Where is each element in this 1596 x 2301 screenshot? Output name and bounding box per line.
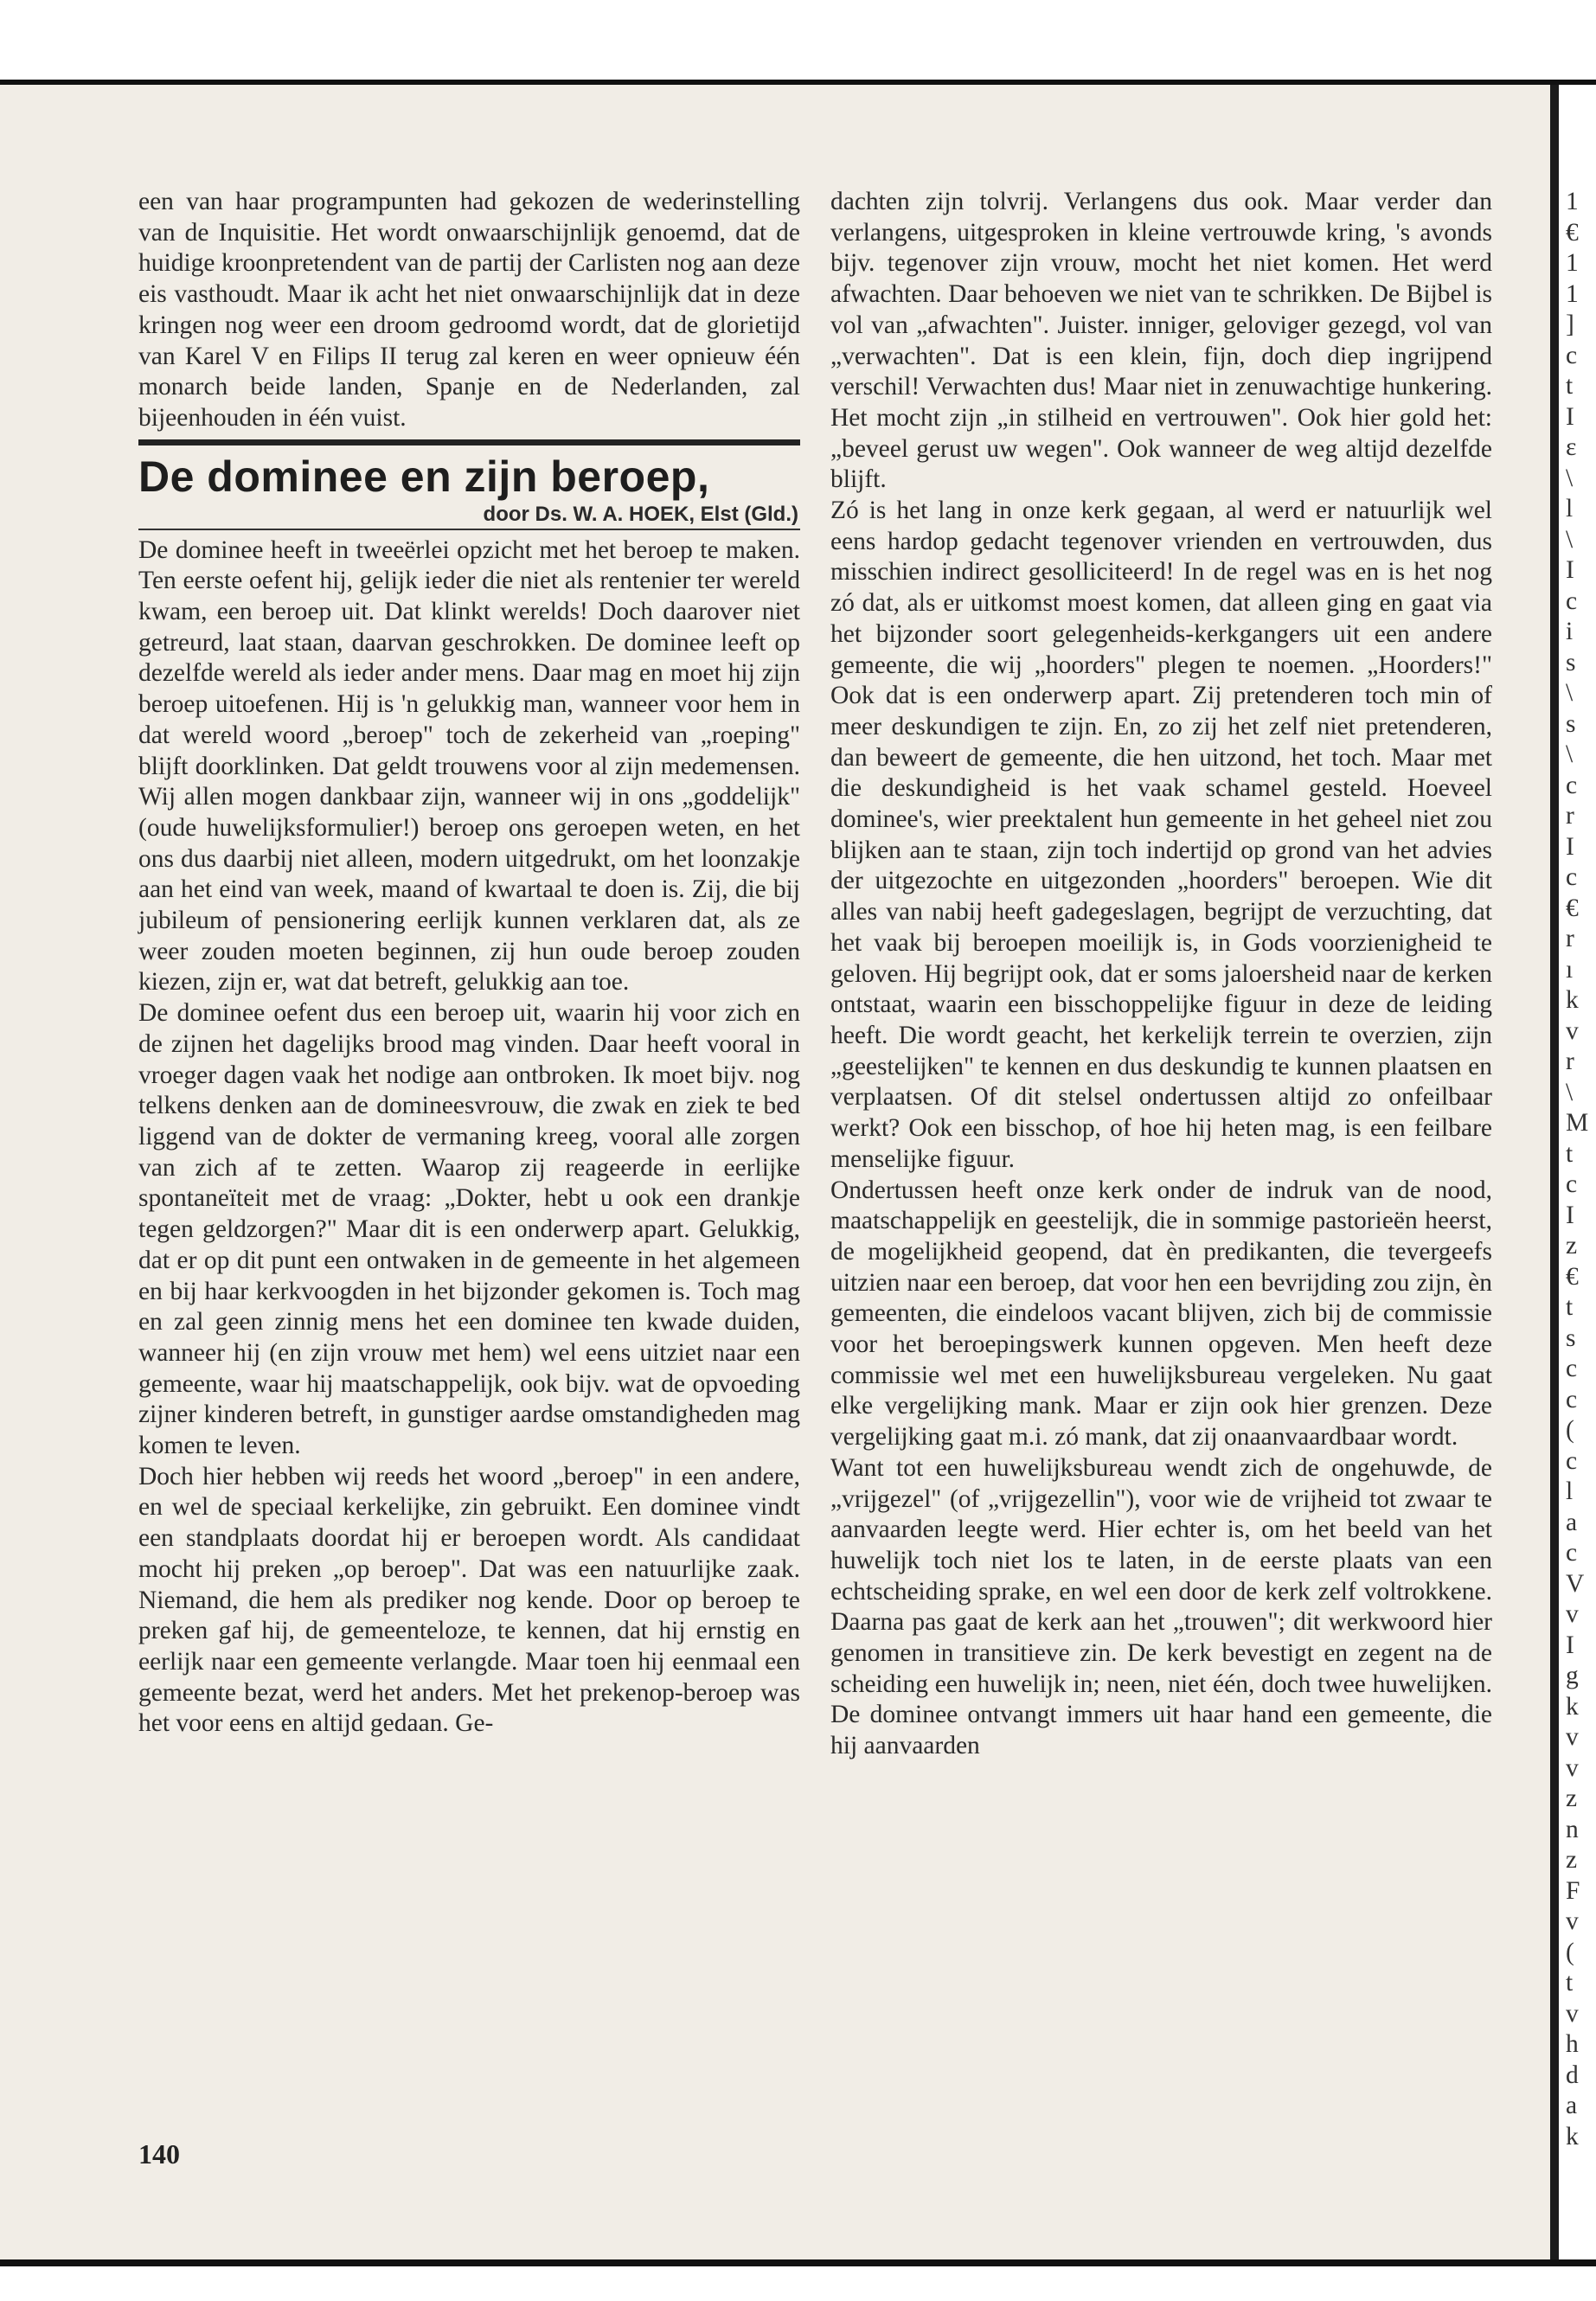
margin-char: l [1566, 1477, 1574, 1505]
scan-top-margin [0, 0, 1596, 80]
margin-char: k [1566, 1692, 1579, 1721]
margin-char: ( [1566, 1416, 1574, 1444]
body-paragraph: De dominee heeft in tweeërlei opzicht met het beroep te maken. Ten eerste oefent hij, gelijk ieder die niet als rentenier ter wereld kwam, een beroep uit. Dat klinkt werelds! Doch daarover niet getreurd, laat staan, daarvan geschrokken. De dominee leeft op dezelfde wereld als ieder ander mens. Daar mag en moet hij zijn beroep uitoefenen. Hij is 'n gelukkig man, wanneer voor hem in dat wereld woord „beroep" toch de zekerheid van „roeping" blijft doorklinken. Dat geldt trouwens voor al zijn medemensen. Wij allen mogen dankbaar zijn, wanneer wij in ons „goddelijk" (oude huwelijksformulier!) beroep ons geroepen weten, en het ons dus daarbij niet alleen, modern uitgedrukt, om het loonzakje aan het eind van week, maand of kwartaal te doen is. Zij, die bij jubileum of pensionering eerlijk kunnen verklaren dat, als ze weer zouden moeten beginnen, zij hun oude beroep zouden kiezen, zijn er, wat dat betreft, gelukkig aan toe. [138, 535, 800, 997]
margin-char: h [1566, 2030, 1579, 2058]
margin-char: c [1566, 341, 1578, 369]
margin-char: 1 [1566, 279, 1579, 308]
margin-char: v [1566, 1907, 1579, 1935]
margin-char: c [1566, 1446, 1578, 1475]
margin-char: M [1566, 1109, 1589, 1137]
margin-char: ] [1566, 311, 1574, 338]
margin-char: a [1566, 1508, 1578, 1536]
margin-char: \ [1566, 464, 1574, 492]
article-headline: De dominee en zijn beroep, [138, 452, 710, 501]
scan-bottom-border [0, 2259, 1596, 2266]
margin-char: c [1566, 863, 1578, 891]
left-column [138, 187, 800, 1740]
margin-char: t [1566, 1293, 1574, 1321]
margin-char: v [1566, 1753, 1579, 1782]
margin-char: v [1566, 1999, 1579, 2028]
margin-char: r [1566, 925, 1574, 952]
body-paragraph: Ondertussen heeft onze kerk onder de indruk van de nood, maatschappelijk en geestelijk, die in sommige pastorieën heerst, de mogelijkheid geopend, dat èn predikanten, die tevergeefs uitzien naar een beroep, dat voor hen een bevrijding zou zijn, èn gemeenten, die eindeloos vacant blijven, zich bij de commissie voor het beroepingswerk kunnen opgeven. Men heeft deze commissie wel met een huwelijksbureau vergeleken. Nu gaat elke vergelijking mank. Maar er zijn ook hier grenzen. Deze vergelijking gaat m.i. zó mank, dat zij onaanvaardbaar wordt. [830, 1176, 1492, 1452]
right-column [830, 187, 1492, 1762]
margin-char: s [1566, 1324, 1576, 1352]
margin-char: \ [1566, 740, 1574, 768]
margin-char: 1 [1566, 249, 1579, 277]
margin-char: \ [1566, 679, 1574, 707]
margin-char: n [1566, 1815, 1579, 1843]
margin-char: c [1566, 1539, 1578, 1567]
margin-char: I [1566, 832, 1574, 861]
margin-char: s [1566, 709, 1576, 738]
margin-char: t [1566, 1969, 1574, 1997]
margin-char: s [1566, 648, 1576, 676]
margin-char: € [1566, 1262, 1579, 1291]
margin-char: g [1566, 1662, 1579, 1689]
margin-char: 1 [1566, 188, 1579, 215]
margin-char: z [1566, 1785, 1578, 1812]
intro-paragraph: een van haar programpunten had gekozen de wederinstelling van de Inquisitie. Het wordt onwaarschijnlijk genoemd, dat de huidige kroonpretendent van de partij der Carlisten nog aan deze eis vasthoudt. Maar ik acht het niet onwaarschijnlijk dat in deze kringen nog weer een droom gedroomd wordt, dat de glorietijd van Karel V en Filips II terug zal keren en weer opnieuw één monarch beide landen, Spanje en de Nederlanden, zal bijeenhouden in één vuist. [138, 188, 800, 432]
margin-char: d [1566, 2061, 1579, 2089]
margin-char: r [1566, 1048, 1574, 1075]
margin-char: t [1566, 1139, 1574, 1168]
article-byline: door Ds. W. A. HOEK, Elst (Gld.) [138, 501, 800, 530]
margin-char: t [1566, 372, 1574, 400]
margin-char: z [1566, 1846, 1578, 1874]
margin-char: \ [1566, 1078, 1574, 1106]
body-paragraph: dachten zijn tolvrij. Verlangens dus ook. Maar verder dan verlangens, uitgesproken in kleine vertrouwde kring, 's avonds bijv. tegenover zijn vrouw, mocht het niet komen. Het werd afwachten. Daar behoeven we niet van te schrikken. De Bijbel is vol van „afwachten". Juister. inniger, geloviger gezegd, vol van „verwachten". Dat is een klein, fijn, doch diep ingrijpend verschil! Verwachten dus! Maar niet in zenuwachtige hunkering. Het mocht zijn „in stilheid en vertrouwen". Ook hier gold het: „beveel gerust uw wegen". Ook wanneer de weg altijd dezelfde blijft. [830, 188, 1492, 494]
margin-char: l [1566, 495, 1574, 522]
body-paragraph: De dominee oefent dus een beroep uit, waarin hij voor zich en de zijnen het dagelijks brood mag vinden. Daar heeft vooral in vroeger dagen vaak het nodige aan ontbroken. Ik moet bijv. nog telkens denken aan de domineesvrouw, die zwak en ziek te bed liggend van de dokter de vermaning kreeg, vooral alle zorgen van zich af te zetten. Waarop zij reageerde in eerlijke spontaneïteit met de vraag: „Dokter, hebt u ook een drankje tegen geldzorgen?" Maar dit is een onderwerp apart. Gelukkig, dat er op dit punt een ontwaken in de gemeente in het algemeen en bij haar kerkvoogden in het bijzonder gekomen is. Toch mag en zal geen zinnig mens het een dominee ten kwade duiden, wanneer hij (en zijn vrouw met hem) wel eens uitziet naar een gemeente, waar hij maatschappelijk, ook bijv. wat de opvoeding zijner kinderen betreft, in gunstiger aardse omstandigheden mag komen te leven. [138, 999, 800, 1460]
margin-char: ɛ [1566, 433, 1577, 461]
body-paragraph: Zó is het lang in onze kerk gegaan, al werd er natuurlijk wel eens hardop gedacht tegenover vrienden en vertrouwden, dus misschien indirect gesolliciteerd! In de regel was en is het nog zó dat, als er uitkomst moest komen, dat alleen ging en gaat via het bijzonder soort gelegenheids-kerkgangers uit een andere gemeente, die wij „hoorders" plegen te noemen. „Hoorders!" Ook dat is een onderwerp apart. Zij pretenderen toch min of meer deskundigen te zijn. En, zo zij het zelf niet pretenderen, dan beweert de gemeente, die hen uitzond, het toch. Maar met die deskundigheid is het vaak schamel gesteld. Hoeveel dominee's, wier preektalent hun gemeente in het geheel niet zou blijken aan te staan, zijn toch indertijd op grond van het advies der uitgezochte en uitgezonden „hoorders" beroepen. Wie dit alles van nabij heeft gadegeslagen, begrijpt de verzuchting, dat het vaak bij beroepen moeilijk is, in Gods voorzienigheid te geloven. Hij begrijpt ook, dat er soms jaloersheid naar de kerken ontstaat, waarin een bisschoppelijke figuur in deze de leiding heeft. Die wordt geacht, het kerkelijk terrein te overzien, zijn „geestelijken" te kennen en dus deskundig te kunnen plaatsen en verplaatsen. Of dit stelsel ondertussen altijd zo onfeilbaar werkt? Ook een bisschop, of hoe hij heten mag, is een feilbare menselijke figuur. [830, 497, 1492, 1173]
margin-char: I [1566, 556, 1574, 584]
margin-char: c [1566, 771, 1578, 799]
margin-char: k [1566, 986, 1579, 1014]
margin-char: k [1566, 2122, 1579, 2150]
margin-char: € [1566, 218, 1579, 247]
margin-char: I [1566, 1631, 1574, 1659]
headline-rule [138, 439, 800, 445]
margin-char: € [1566, 894, 1579, 922]
margin-char: z [1566, 1232, 1578, 1259]
margin-char: v [1566, 1600, 1579, 1628]
margin-char: c [1566, 1170, 1578, 1198]
margin-char: c [1566, 1385, 1578, 1413]
margin-char: c [1566, 586, 1578, 615]
next-page-margin-fragment [1566, 187, 1592, 2152]
body-paragraph: Want tot een huwelijksbureau wendt zich de ongehuwde, de „vrijgezel" (of „vrijgezellin"), voor wie de vrijheid tot zwaar te aanvaarden leegte werd. Hier echter is, om het beeld van het huwelijk toch niet los te laten, in de eerste plaats van een echtscheiding sprake, en wel een door de kerk zelf voltrokkene. Daarna pas gaat de kerk aan het „trouwen"; dit werkwoord hier genomen in transitieve zin. De kerk bevestigt en zegent na de scheiding een huwelijk in; neen, niet één, doch twee huwelijken. De dominee ontvangt immers uit haar hand een gemeente, die hij aanvaarden [830, 1453, 1492, 1760]
margin-char: v [1566, 1723, 1579, 1751]
margin-char: r [1566, 802, 1574, 830]
margin-char: i [1566, 618, 1574, 645]
margin-char: ı [1566, 955, 1574, 984]
body-paragraph: Doch hier hebben wij reeds het woord „beroep" in een andere, en wel de speciaal kerkelijke, zin gebruikt. Een dominee vindt een standplaats doordat hij er beroepen wordt. Als candidaat mocht hij preken „op beroep". Dat was een natuurlijke zaak. Niemand, die hem als prediker nog kende. Door op beroep te preken gaf hij, de gemeenteloze, te kennen, dat hij ernstig en eerlijk naar een gemeente verlangde. Maar toen hij eenmaal een gemeente bezat, werd het anders. Met het prekenop-beroep was het voor eens en altijd gedaan. Ge- [138, 1462, 800, 1738]
margin-char: I [1566, 1201, 1574, 1229]
margin-char: c [1566, 1355, 1578, 1382]
margin-char: a [1566, 2092, 1578, 2119]
page-number: 140 [138, 2138, 180, 2170]
margin-char: ( [1566, 1938, 1574, 1966]
margin-char: v [1566, 1016, 1579, 1045]
margin-char: \ [1566, 525, 1574, 554]
margin-char: I [1566, 402, 1574, 431]
margin-char: F [1566, 1876, 1580, 1905]
page-gutter-edge [1550, 85, 1559, 2265]
margin-char: V [1566, 1569, 1585, 1598]
